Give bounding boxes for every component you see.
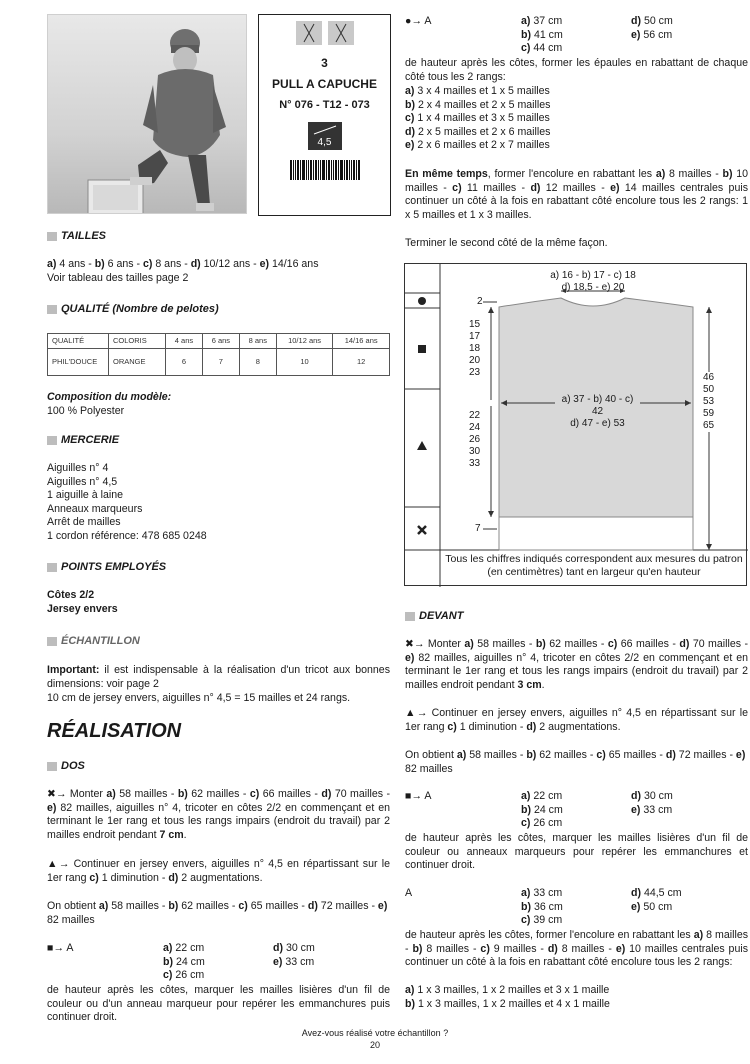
text-run: . xyxy=(183,828,187,841)
tailles-header: TAILLES xyxy=(47,230,106,244)
height-value: e) 33 cm xyxy=(631,803,673,816)
body-heights: 22 24 26 30 33 xyxy=(469,410,481,469)
text-run: 62 mailles - xyxy=(187,788,250,800)
list-item: 1 cordon référence: 478 685 0248 xyxy=(47,529,207,542)
text-run: 66 mailles - xyxy=(259,788,322,800)
height-lead xyxy=(405,817,435,831)
list-item: Côtes 2/2 xyxy=(47,589,95,601)
bold-key: c) xyxy=(238,900,248,912)
height-value: d) 30 cm xyxy=(273,942,315,954)
composition-label: Composition du modèle: xyxy=(47,391,172,403)
height-value xyxy=(631,817,711,831)
list-item: Aiguilles n° 4,5 xyxy=(47,475,118,488)
height-value: c) 26 cm xyxy=(521,817,563,830)
bold-key: d) xyxy=(190,258,201,270)
bold-key: e) xyxy=(259,258,270,270)
cell-count: 10 xyxy=(276,349,333,376)
text-run: 2 augmentations. xyxy=(536,720,621,733)
height-value: a) 33 cm xyxy=(521,887,563,899)
height-lead: A xyxy=(405,887,413,899)
list-item: a) 3 x 4 mailles et 1 x 5 mailles xyxy=(405,85,550,97)
bold-key: c) xyxy=(607,638,618,650)
height-lead xyxy=(405,29,435,43)
sizes-note: Voir tableau des tailles page 2 xyxy=(47,272,189,284)
text-run: 82 mailles, aiguilles n° 4, tricoter en côtes 2/2 en commençant et en terminant le 1er rang et tous les rangs impairs (endroit du travail) par 2 mailles endroit pendant xyxy=(47,801,390,841)
bold-key: d) xyxy=(168,871,179,884)
text-run: 14 mailles centrales puis continuer un côté à la fois en rabattant côté encolure tous les 2 rangs: 1 x 5 mailles et 1 x 3 mailles. xyxy=(405,181,748,221)
height-value: a) 22 cm xyxy=(521,790,563,802)
bold-key: d) xyxy=(526,720,537,733)
shoulder-heights xyxy=(405,15,711,56)
hoodie-model-illustration xyxy=(48,15,247,214)
bold-key: c) xyxy=(142,258,153,270)
height-value: a) 37 cm xyxy=(521,15,563,27)
shoulders-list xyxy=(405,85,550,153)
text-run: de hauteur après les côtes, former l'encolure en rabattant les xyxy=(405,929,694,941)
text-run: 1 diminution - xyxy=(456,720,527,733)
neckline-same-time xyxy=(405,168,748,222)
bold-key: c) xyxy=(249,788,260,800)
square-marker-icon xyxy=(418,345,426,353)
text-run: 1 diminution - xyxy=(98,871,169,884)
list-item: Jersey envers xyxy=(47,602,118,615)
text-run: 70 mailles - xyxy=(689,638,748,650)
height-lead: ●→ A xyxy=(405,15,432,27)
bold-key: b) xyxy=(94,258,105,270)
cell-count: 12 xyxy=(333,349,390,376)
points-header: POINTS EMPLOYÉS xyxy=(47,561,166,575)
height-value xyxy=(631,914,711,928)
bold-key: En même temps xyxy=(405,168,488,180)
bold-key: a) xyxy=(456,749,467,761)
armhole-heights: 15 17 18 20 23 xyxy=(469,319,481,378)
bold-key: d) xyxy=(547,942,558,955)
bold-key: d) xyxy=(679,638,690,650)
bold-key: e) xyxy=(405,651,415,664)
height-lead xyxy=(405,42,435,56)
dos-stitch-count xyxy=(47,900,390,927)
neck-width-label: a) 16 - b) 17 - c) 18 d) 18,5 - e) 20 xyxy=(550,270,636,293)
neck-depth-label: 2 xyxy=(477,296,483,307)
bold-key: d) xyxy=(665,749,676,761)
col-size: 10/12 ans xyxy=(276,334,333,349)
devant-stitch-count xyxy=(405,749,748,776)
pattern-card xyxy=(258,14,391,216)
devant-neckline xyxy=(405,929,748,970)
knitting-needles-icon xyxy=(328,21,354,45)
bold-key: e) xyxy=(735,749,746,761)
list-item: d) 2 x 5 mailles et 2 x 6 mailles xyxy=(405,125,551,138)
rib-height-label: 7 xyxy=(475,523,481,534)
bold-key: d) xyxy=(307,900,318,912)
text-run: 58 mailles - xyxy=(115,788,178,800)
height-value: b) 24 cm xyxy=(521,803,563,816)
footer-question: Avez-vous réalisé votre échantillon ? xyxy=(301,1028,449,1038)
devant-heights-2 xyxy=(405,887,711,928)
needle-size-badge: 4,5 xyxy=(308,122,342,150)
devant-cast-on xyxy=(405,638,748,692)
text-run: 8 mailles - xyxy=(405,929,749,955)
finish-note: Terminer le second côté de la même façon. xyxy=(405,237,608,249)
shoulders-intro: de hauteur après les côtes, former les épaules en rabattant de chaque côté tous les 2 rangs: xyxy=(405,57,748,83)
col-size: 6 ans xyxy=(202,334,239,349)
bold-key: b) xyxy=(177,788,188,800)
bold-key: d) xyxy=(530,181,541,194)
col-size: 14/16 ans xyxy=(333,334,390,349)
text-run: 8 ans - xyxy=(152,258,191,270)
bold-key: c) xyxy=(89,871,99,884)
text-run: 62 mailles - xyxy=(178,900,239,912)
text-run: 8 mailles - xyxy=(557,942,616,955)
col-coloris: COLORIS xyxy=(109,334,166,349)
yarn-table xyxy=(47,333,390,376)
total-heights: 46 50 53 59 65 xyxy=(703,372,715,431)
list-item: b) 1 x 3 mailles, 1 x 2 mailles et 4 x 1 maille xyxy=(405,997,610,1010)
pattern-title: PULL A CAPUCHE xyxy=(272,77,377,92)
text-run: , former l'encolure en rabattant les xyxy=(487,168,656,180)
list-item: Anneaux marqueurs xyxy=(47,502,143,515)
bold-key: c) xyxy=(452,181,462,194)
bold-key: b) xyxy=(412,942,423,955)
pattern-number: 3 xyxy=(321,55,328,70)
circle-marker-icon xyxy=(418,297,426,305)
height-value: d) 30 cm xyxy=(631,790,673,802)
barcode xyxy=(259,160,390,180)
height-value: c) 44 cm xyxy=(521,42,563,55)
height-value: c) 39 cm xyxy=(521,914,563,927)
bold-key: b) xyxy=(722,168,733,180)
devant-armhole-note: de hauteur après les côtes, marquer les mailles lisières d'un fil de couleur ou anneaux marqueurs pour repérer les emmanchures et continuer droit. xyxy=(405,832,748,872)
text-run: 58 mailles - xyxy=(473,638,536,650)
triangle-marker-icon xyxy=(417,441,427,450)
pattern-schema xyxy=(404,263,747,586)
bold-key: a) xyxy=(106,788,116,800)
text-run: 10 mailles centrales puis continuer un côté à la fois en rabattant côté encolure tous les 2 rangs: xyxy=(405,942,748,969)
bold-key: a) xyxy=(47,258,57,270)
bold-key: 3 cm xyxy=(517,678,542,691)
height-lead xyxy=(405,804,435,818)
height-value: e) 56 cm xyxy=(631,28,673,41)
body-width-label: a) 37 - b) 40 - c) 42 d) 47 - e) 53 xyxy=(555,394,640,430)
page-number: 20 xyxy=(369,1040,380,1050)
height-value: c) 26 cm xyxy=(163,969,205,982)
cell-count: 8 xyxy=(239,349,276,376)
bold-key: c) xyxy=(480,942,490,955)
text-run: 12 mailles - xyxy=(540,181,611,194)
bold-key: c) xyxy=(447,720,457,733)
col-size: 8 ans xyxy=(239,334,276,349)
list-item: 1 aiguille à laine xyxy=(47,489,123,502)
dos-armhole-note: de hauteur après les côtes, marquer les mailles lisières d'un fil de couleur ou d'un anneau marqueur pour repérer les emmanchures puis continuer droit. xyxy=(47,984,390,1024)
devant-neck-decreases xyxy=(405,984,610,1011)
bold-key: a) xyxy=(693,929,704,941)
important-note: Important: il est indispensable à la réalisation d'un tricot aux bonnes dimensions: voir page 2 xyxy=(47,664,390,690)
composition-value: 100 % Polyester xyxy=(47,405,125,417)
cross-marker-icon xyxy=(418,526,426,534)
height-value: b) 41 cm xyxy=(521,28,563,41)
devant-jersey xyxy=(405,707,748,734)
text-run: 11 mailles - xyxy=(461,181,531,194)
text-run: ▲→ Continuer en jersey envers, aiguilles n° 4,5 en répartissant sur le 1er rang xyxy=(405,707,748,733)
bold-key: c) xyxy=(596,749,606,761)
height-value: a) 22 cm xyxy=(163,942,205,954)
text-run: 72 mailles - xyxy=(675,749,736,761)
text-run: On obtient xyxy=(405,749,457,761)
devant-header: DEVANT xyxy=(405,610,463,624)
text-run: ✖→ Monter xyxy=(47,788,107,800)
height-lead xyxy=(405,901,435,915)
points-list xyxy=(47,589,118,616)
cell-count: 6 xyxy=(166,349,203,376)
knitting-needles-icon xyxy=(296,21,322,45)
text-run: 10/12 ans - xyxy=(200,258,260,270)
text-run: 62 mailles - xyxy=(536,749,597,761)
model-photo xyxy=(47,14,247,214)
height-value: e) 33 cm xyxy=(273,955,315,968)
mercerie-list xyxy=(47,462,207,544)
list-item: Aiguilles n° 4 xyxy=(47,462,109,474)
list-item: c) 1 x 4 mailles et 3 x 5 mailles xyxy=(405,112,550,125)
text-run: 8 mailles - xyxy=(665,168,723,180)
list-item: e) 2 x 6 mailles et 2 x 7 mailles xyxy=(405,139,550,152)
text-run: 72 mailles - xyxy=(317,900,378,912)
dos-cast-on xyxy=(47,788,390,842)
height-value: d) 44,5 cm xyxy=(631,887,682,899)
bold-key: e) xyxy=(610,181,620,194)
text-run: 9 mailles - xyxy=(489,942,548,955)
height-value: b) 24 cm xyxy=(163,955,205,968)
list-item: b) 2 x 4 mailles et 2 x 5 mailles xyxy=(405,98,551,111)
text-run: ✖→ Monter xyxy=(405,638,465,650)
cell-count: 7 xyxy=(202,349,239,376)
text-run: 58 mailles - xyxy=(108,900,169,912)
text-run: 14/16 ans xyxy=(269,258,319,270)
col-size: 4 ans xyxy=(166,334,203,349)
dos-header: DOS xyxy=(47,760,85,774)
height-lead: ■→ A xyxy=(405,790,432,802)
pattern-ref: N° 076 - T12 - 073 xyxy=(279,98,370,111)
height-value: e) 50 cm xyxy=(631,900,673,913)
realisation-title: RÉALISATION xyxy=(47,720,182,742)
text-run: 2 augmentations. xyxy=(178,871,263,884)
text-run: 62 mailles - xyxy=(545,638,608,650)
text-run: 6 ans - xyxy=(104,258,143,270)
list-item: a) 1 x 3 mailles, 1 x 2 mailles et 3 x 1 maille xyxy=(405,984,610,996)
bold-key: a) xyxy=(464,638,474,650)
echantillon-header: ÉCHANTILLON xyxy=(47,635,140,649)
list-item: Arrêt de mailles xyxy=(47,516,121,529)
text-run: 65 mailles - xyxy=(247,900,308,912)
col-qualite: QUALITÉ xyxy=(48,334,109,349)
height-lead xyxy=(47,969,77,983)
qualite-header: QUALITÉ (Nombre de pelotes) xyxy=(47,303,219,317)
cell-color: ORANGE xyxy=(109,349,166,376)
text-run: 82 mailles, aiguilles n° 4, tricoter en côtes 2/2 en commençant et en terminant le 1er rang et tous les rangs impairs (endroit du travail) par 2 mailles endroit pendant xyxy=(405,651,748,691)
devant-heights-1 xyxy=(405,790,711,831)
text-run: 4 ans - xyxy=(56,258,95,270)
bold-key: a) xyxy=(655,168,666,180)
text-run: 66 mailles - xyxy=(617,638,680,650)
gauge: 10 cm de jersey envers, aiguilles n° 4,5 = 15 mailles et 24 rangs. xyxy=(47,692,351,704)
bold-key: e) xyxy=(615,942,626,955)
text-run: 65 mailles - xyxy=(605,749,666,761)
height-lead: ■→ A xyxy=(47,942,74,954)
text-run: . xyxy=(541,678,545,691)
text-run: 58 mailles - xyxy=(466,749,527,761)
height-lead xyxy=(405,914,435,928)
text-run: 82 mailles xyxy=(47,913,95,926)
cell-quality: PHIL'DOUCE xyxy=(48,349,109,376)
text-run: ▲→ Continuer en jersey envers, aiguilles n° 4,5 en répartissant sur le 1er rang xyxy=(47,858,390,884)
schema-caption: Tous les chiffres indiqués correspondent aux mesures du patron (en centimètres) tant en largeur qu'en hauteur xyxy=(445,553,743,578)
mercerie-header: MERCERIE xyxy=(47,434,119,448)
dos-jersey xyxy=(47,858,390,885)
bold-key: b) xyxy=(535,638,546,650)
height-lead xyxy=(47,956,77,970)
height-value xyxy=(273,969,353,983)
bold-key: b) xyxy=(168,900,179,912)
height-value: d) 50 cm xyxy=(631,15,673,27)
sizes-line xyxy=(47,258,377,272)
bold-key: 7 cm xyxy=(159,828,184,841)
bold-key: e) xyxy=(47,801,57,814)
dos-heights xyxy=(47,942,353,983)
bold-key: b) xyxy=(526,749,537,761)
bold-key: a) xyxy=(98,900,109,912)
text-run: 70 mailles - xyxy=(331,788,390,800)
bold-key: e) xyxy=(377,900,388,912)
bold-key: d) xyxy=(321,788,332,800)
text-run: 82 mailles xyxy=(405,762,453,775)
text-run: 8 mailles - xyxy=(422,942,481,955)
text-run: 10 mailles - xyxy=(405,168,748,194)
text-run: On obtient xyxy=(47,900,99,912)
height-value xyxy=(631,42,711,56)
height-value: b) 36 cm xyxy=(521,900,563,913)
